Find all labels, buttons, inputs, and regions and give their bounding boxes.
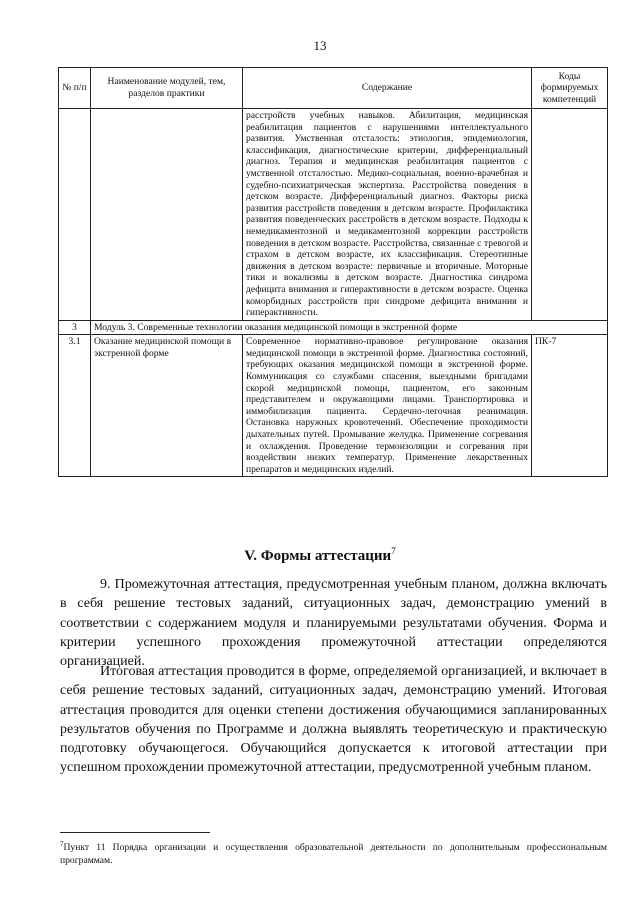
header-num: № п/п [59,68,91,109]
section-heading [0,546,640,565]
row-num-cell: 3.1 [59,335,91,477]
section-title-text: V. Формы аттестации [244,548,392,564]
row-num-cell [59,109,91,321]
module-num-cell: 3 [59,320,91,335]
footnote-marker: 7 [60,840,64,848]
row-codes-cell: ПК-7 [532,335,608,477]
paragraph: 9. Промежуточная аттестация, предусмотренная учебным планом, должна включать в себя решение тестовых заданий, ситуационных задач, демонстрацию умений в соответствии с содержанием модуля и планируемыми результатами обучения. Форма и критерии успешного прохождения промежуточной аттестации определяются организацией. [60,577,607,670]
module-row [59,320,608,335]
table-row [59,109,608,321]
footnote-text: Пункт 11 Порядка организации и осуществления образовательной деятельности по дополнительным профессиональным программам. [60,842,607,866]
curriculum-table [58,67,608,477]
row-content-cell: расстройств учебных навыков. Абилитация, медицинская реабилитация пациентов с нарушениями интеллектуального развития. Умственная отсталость: этиология, эпидемиология, классификация, диагностические критерии, дифференциальный диагноз. Терапия и медицинская реабилитация пациентов с умственной отсталостью. Медико-социальная, военно-врачебная и судебно-психиатрическая экспертиза. Расстройства поведения в детском возрасте. Дифференциальный диагноз. Факторы риска развития расстройств поведения в детском возрасте. Профилактика развития поведенческих расстройств в детском возрасте. Подходы к немедикаментозной и медикаментозной коррекции расстройств поведения в детском возрасте. Расстройства, связанные с тревогой и страхом в детском возрасте, их классификация. Стереотипные движения в детском возрасте: первичные и вторичные. Моторные тики и вокализмы в детском возрасте. Диагностика синдрома дефицита внимания и гиперактивности в детском возрасте. Оценка коморбидных расстройств при синдроме дефицита внимания и гиперактивности. [243,109,532,321]
row-name-cell [91,109,243,321]
table-row [59,335,608,477]
row-codes-cell [532,109,608,321]
header-name: Наименование модулей, тем, разделов практики [91,68,243,109]
row-name-cell: Оказание медицинской помощи в экстренной форме [91,335,243,477]
table-header-row [59,68,608,109]
header-codes: Коды формируемых компетенций [532,68,608,109]
page-number: 13 [313,38,327,53]
row-content-cell: Современное нормативно-правовое регулирование оказания медицинской помощи в экстренной форме. Диагностика состояний, требующих оказания медицинской помощи в экстренной форме. Коммуникация со службами спасения, выездными бригадами скорой медицинской помощи, пациентом, его законным представителем и окружающими лицами. Транспортировка и иммобилизация пациента. Сердечно-легочная реанимация. Остановка наружных кровотечений. Обеспечение проходимости дыхательных путей. Промывание желудка. Применение согревания и охлаждения. Проведение термоизоляции и согревания при воздействии низких температур. Применение лекарственных препаратов и медицинских изделий. [243,335,532,477]
paragraph: Итоговая аттестация проводится в форме, определяемой организацией, и включает в себя решение тестовых заданий, ситуационных задач, демонстрацию умений. Итоговая аттестация проводится для оценки степени достижения обучающимися запланированных результатов обучения по Программе и должна выявлять теоретическую и практическую подготовку обучающегося. Обучающийся допускается к итоговой аттестации при успешном прохождении промежуточной аттестации, предусмотренной учебным планом. [60,664,607,776]
module-title-cell: Модуль 3. Современные технологии оказания медицинской помощи в экстренной форме [91,320,608,335]
footnote [60,838,607,867]
header-content: Содержание [243,68,532,109]
footnote-reference: 7 [391,546,396,556]
footnote-divider [60,832,210,833]
